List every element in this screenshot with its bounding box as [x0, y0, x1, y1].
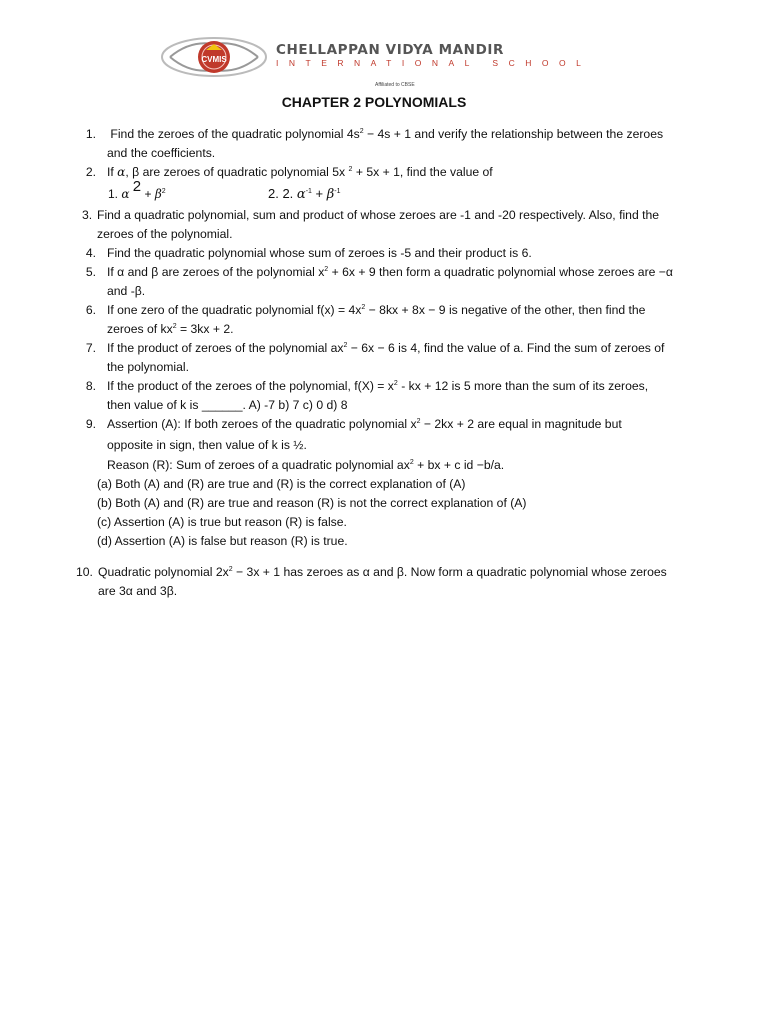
question-number: 7.	[85, 341, 96, 355]
question-1: 1. Find the zeroes of the quadratic polynomial $4s^2 - 4s + 1$ and verify the relationship between the zeroes and the coefficients.	[78, 125, 718, 163]
question-4: 4. Find the quadratic polynomial whose sum of zeroes is -5 and their product is 6.	[78, 244, 718, 263]
question-2-formulas	[78, 178, 718, 206]
question-3: 3. Find a quadratic polynomial, sum and product of whose zeroes are -1 and -20 respectively. Also, find the zeroes of the polynomial.	[82, 208, 660, 241]
school-subtitle: INTERNATIONAL SCHOOL	[276, 58, 592, 68]
affiliation-note: Affiliated to CBSE	[375, 82, 415, 88]
question-number: 10.	[76, 565, 93, 579]
question-5: 5. If α and β are zeroes of the polynomial $x^2 + 6x + 9$ then form a quadratic polynomial whose zeroes are −α and -β.	[78, 263, 718, 301]
question-2: 2. If α, β are zeroes of quadratic polynomial 5x $^2$ + 5x + 1, find the value of	[78, 163, 718, 182]
option-c: (c) Assertion (A) is true but reason (R) is false.	[97, 515, 347, 529]
school-name: CHELLAPPAN VIDYA MANDIR	[276, 42, 505, 58]
question-6: 6. If one zero of the quadratic polynomial $f(x) = 4x^2 - 8kx + 8x - 9$ is negative of the other, then find the zeroes of $kx^2 = 3kx + 2$.	[78, 301, 718, 339]
question-number: 4.	[85, 246, 96, 260]
question-number: 5.	[85, 265, 96, 279]
question-number: 1.	[85, 127, 96, 141]
option-a: (a) Both (A) and (R) are true and (R) is the correct explanation of (A)	[97, 477, 466, 491]
school-header	[160, 36, 600, 96]
formula-1: 1. α $2 + \beta^2$	[108, 178, 166, 201]
logo-text: CVMIS	[201, 55, 227, 64]
question-number: 2.	[85, 165, 96, 179]
question-number: 3.	[82, 208, 93, 222]
question-number: 8.	[85, 379, 96, 393]
school-name-block	[276, 42, 596, 68]
question-8: 8. If the product of the zeroes of the polynomial, $f(X) = x^2$ - kx + 12 is 5 more than the sum of its zeroes, then value of k is ______. A) -7 b) 7 c) 0 d) 8	[78, 377, 718, 415]
question-10: 10. Quadratic polynomial $2x^2 - 3x + 1$ has zeroes as α and β. Now form a quadratic polynomial whose zeroes are 3α and 3β.	[76, 565, 667, 598]
chapter-title: CHAPTER 2 POLYNOMIALS	[281, 94, 467, 110]
formula-2: 2. 2. $\alpha^{-1} + \beta^{-1}$	[268, 186, 341, 202]
option-b: (b) Both (A) and (R) are true and reason (R) is not the correct explanation of (A)	[97, 496, 527, 510]
school-logo-emblem	[160, 36, 268, 78]
question-list	[78, 125, 718, 601]
question-number: 6.	[85, 303, 96, 317]
question-7: 7. If the product of zeroes of the polynomial $ax^2 - 6x - 6$ is 4, find the value of a. Find the sum of zeroes of the polynomial.	[78, 339, 718, 377]
question-number: 9.	[85, 417, 96, 431]
option-d: (d) Assertion (A) is false but reason (R) is true.	[97, 534, 348, 548]
question-9: 9. Assertion (A): If both zeroes of the quadratic polynomial $x^2 - 2kx + 2$ are equal in magnitude but opposite in sign, then value of k is ½. Reason (R): Sum of zeroes of a quadratic polynomial $ax^2$ + bx + c id −b/a.	[78, 415, 718, 475]
